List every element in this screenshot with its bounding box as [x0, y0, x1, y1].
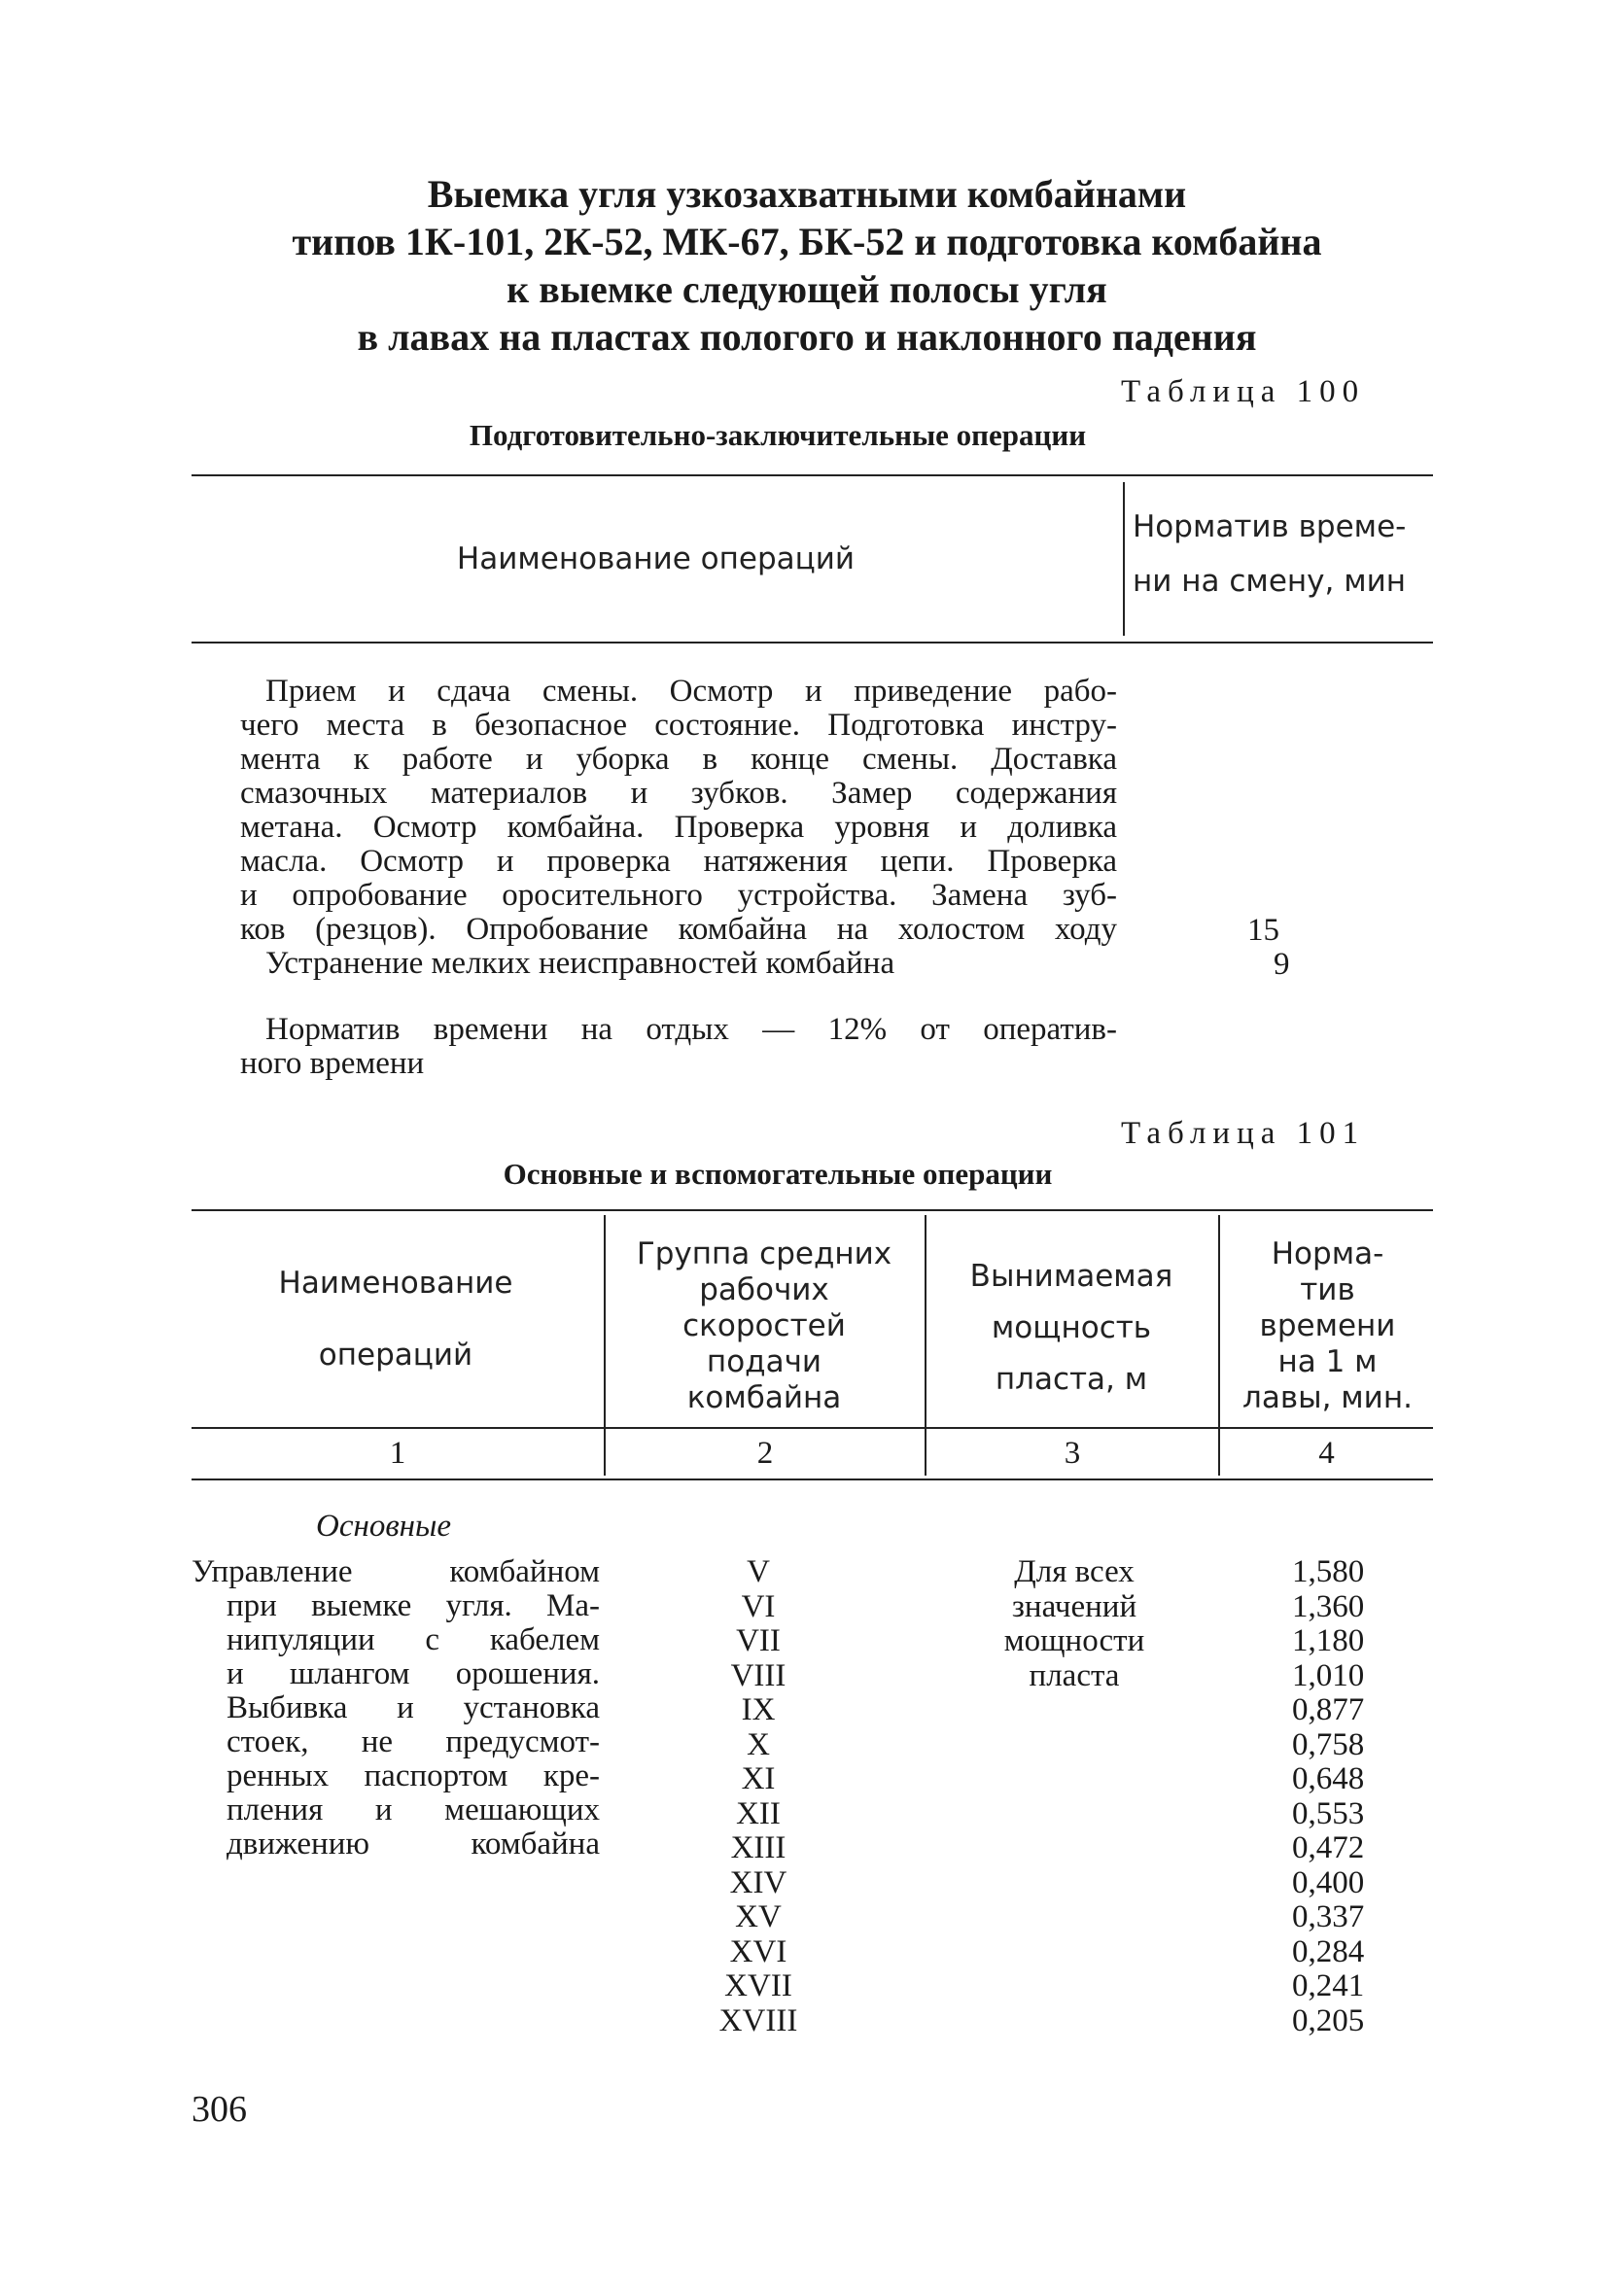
row-text-line: ков (резцов). Опробование комбайна на холостом ходу	[240, 912, 1117, 947]
note-line: Норматив времени на отдых — 12% от оператив-	[265, 1012, 1117, 1047]
operation-line: нипуляции с кабелем	[227, 1622, 600, 1657]
header-line: мощность	[991, 1310, 1152, 1345]
header-line: времени	[1259, 1308, 1396, 1343]
time-norm-value: 1,010	[1292, 1657, 1365, 1693]
section-title	[175, 170, 1439, 361]
table-100-header-norm-2: ни на смену, мин	[1133, 564, 1407, 599]
table-100-row-2: Устранение мелких неисправностей комбайна	[265, 946, 895, 981]
time-norm-value: 0,553	[1292, 1795, 1365, 1831]
speed-groups-column	[681, 1555, 836, 2038]
time-norm-value: 0,758	[1292, 1726, 1365, 1762]
column-number-4: 4	[1318, 1436, 1335, 1471]
thickness-line: значений	[1011, 1588, 1137, 1624]
speed-group: VII	[736, 1623, 781, 1658]
operation-line: Выбивка и установка	[227, 1690, 600, 1725]
table-100-header-rule	[192, 642, 1433, 644]
time-norm-value: 1,580	[1292, 1554, 1365, 1589]
row-text-line: масла. Осмотр и проверка натяжения цепи. Проверка	[240, 844, 1117, 879]
speed-group: XVIII	[718, 2002, 798, 2038]
row-text-line: Прием и сдача смены. Осмотр и приведение рабо-	[265, 674, 1117, 709]
row-text-line: чего места в безопасное состояние. Подготовка инстру-	[240, 708, 1117, 743]
column-number-2: 2	[756, 1436, 774, 1471]
header-line: на 1 м	[1277, 1344, 1378, 1379]
header-line: тив	[1300, 1272, 1355, 1307]
row-text-line: мента к работе и уборка в конце смены. Доставка	[240, 742, 1117, 777]
table-101-header-col2	[608, 1236, 921, 1416]
operation-line: и шлангом орошения.	[227, 1656, 600, 1691]
operation-line: стоек, не предусмот-	[227, 1724, 600, 1759]
header-line: подачи	[706, 1344, 822, 1379]
table-100-row-1	[240, 675, 1117, 947]
operation-line: ренных паспортом кре-	[227, 1758, 600, 1793]
header-line: лавы, мин.	[1242, 1380, 1413, 1415]
table-101-top-rule	[192, 1209, 1433, 1211]
table-101-number-rule	[192, 1478, 1433, 1480]
speed-group: IX	[741, 1692, 776, 1727]
table-100-column-rule	[1123, 482, 1125, 636]
thickness-line: Для всех	[1014, 1554, 1135, 1589]
table-100-subtitle: Подготовительно-заключительные операции	[469, 418, 1087, 452]
table-101-header-col4	[1222, 1236, 1433, 1416]
title-line: типов 1К-101, 2К-52, МК-67, БК-52 и подготовка комбайна	[292, 220, 1322, 263]
seam-thickness-column	[962, 1555, 1186, 1693]
table-101-subtitle: Основные и вспомогательные операции	[503, 1157, 1053, 1191]
page-number: 306	[192, 2089, 247, 2130]
rest-time-note	[240, 1013, 1117, 1081]
title-line: в лавах на пластах пологого и наклонного падения	[357, 315, 1257, 359]
table-101-header-col1-a: Наименование	[278, 1266, 513, 1301]
speed-group: XIII	[730, 1830, 787, 1865]
table-101-header-col1-b: операций	[318, 1338, 473, 1373]
title-line: Выемка угля узкозахватными комбайнами	[427, 172, 1187, 216]
speed-group: XVI	[729, 1933, 787, 1969]
table-100-top-rule	[192, 474, 1433, 476]
speed-group: XIV	[729, 1864, 787, 1900]
title-line: к выемке следующей полосы угля	[507, 267, 1107, 311]
time-norm-column	[1292, 1555, 1364, 2038]
speed-group: XVII	[724, 1968, 792, 2003]
table-101-header-col3	[928, 1251, 1214, 1406]
operation-line: пления и мешающих	[227, 1792, 600, 1827]
time-norm-value: 1,180	[1292, 1623, 1365, 1658]
speed-group: VI	[741, 1588, 776, 1624]
time-norm-value: 1,360	[1292, 1588, 1365, 1624]
row-text-line: метана. Осмотр комбайна. Проверка уровня и доливка	[240, 810, 1117, 845]
column-number-1: 1	[389, 1436, 406, 1471]
operation-description	[192, 1555, 600, 1861]
thickness-line: мощности	[1003, 1623, 1145, 1658]
time-norm-value: 0,337	[1292, 1899, 1365, 1934]
header-line: Группа средних	[636, 1236, 892, 1271]
speed-group: X	[747, 1726, 770, 1762]
speed-group: V	[747, 1554, 770, 1589]
header-line: Вынимаемая	[969, 1259, 1173, 1294]
table-100-value-2: 9	[1274, 947, 1290, 982]
header-line: скоростей	[682, 1308, 846, 1343]
table-100-header-norm-1: Норматив време-	[1133, 509, 1407, 544]
header-line: комбайна	[686, 1380, 842, 1415]
thickness-line: пласта	[1029, 1657, 1120, 1693]
speed-group: XII	[736, 1795, 781, 1831]
table-100-header-name: Наименование операций	[456, 541, 856, 576]
speed-group: XI	[741, 1761, 776, 1796]
speed-group: VIII	[730, 1657, 787, 1693]
operation-line: движению комбайна	[227, 1826, 600, 1861]
note-line: ного времени	[240, 1046, 425, 1081]
time-norm-value: 0,648	[1292, 1761, 1365, 1796]
table-101-label: Таблица 101	[1121, 1116, 1366, 1151]
table-101-header-rule	[192, 1427, 1433, 1429]
operation-line: при выемке угля. Ма-	[227, 1588, 600, 1623]
table-100-label: Таблица 100	[1121, 374, 1366, 409]
header-line: пласта, м	[995, 1362, 1148, 1397]
row-text-line: и опробование оросительного устройства. Замена зуб-	[240, 878, 1117, 913]
table-100-value-1: 15	[1247, 913, 1279, 948]
column-number-3: 3	[1064, 1436, 1081, 1471]
operation-line: Управление комбайном	[192, 1554, 600, 1589]
time-norm-value: 0,284	[1292, 1933, 1365, 1969]
row-text-line: смазочных материалов и зубков. Замер содержания	[240, 776, 1117, 811]
time-norm-value: 0,241	[1292, 1968, 1365, 2003]
time-norm-value: 0,472	[1292, 1830, 1365, 1865]
time-norm-value: 0,877	[1292, 1692, 1365, 1727]
speed-group: XV	[735, 1899, 782, 1934]
section-label-main: Основные	[316, 1509, 452, 1544]
header-line: рабочих	[699, 1272, 829, 1307]
time-norm-value: 0,205	[1292, 2002, 1365, 2038]
time-norm-value: 0,400	[1292, 1864, 1365, 1900]
header-line: Норма-	[1271, 1236, 1384, 1271]
